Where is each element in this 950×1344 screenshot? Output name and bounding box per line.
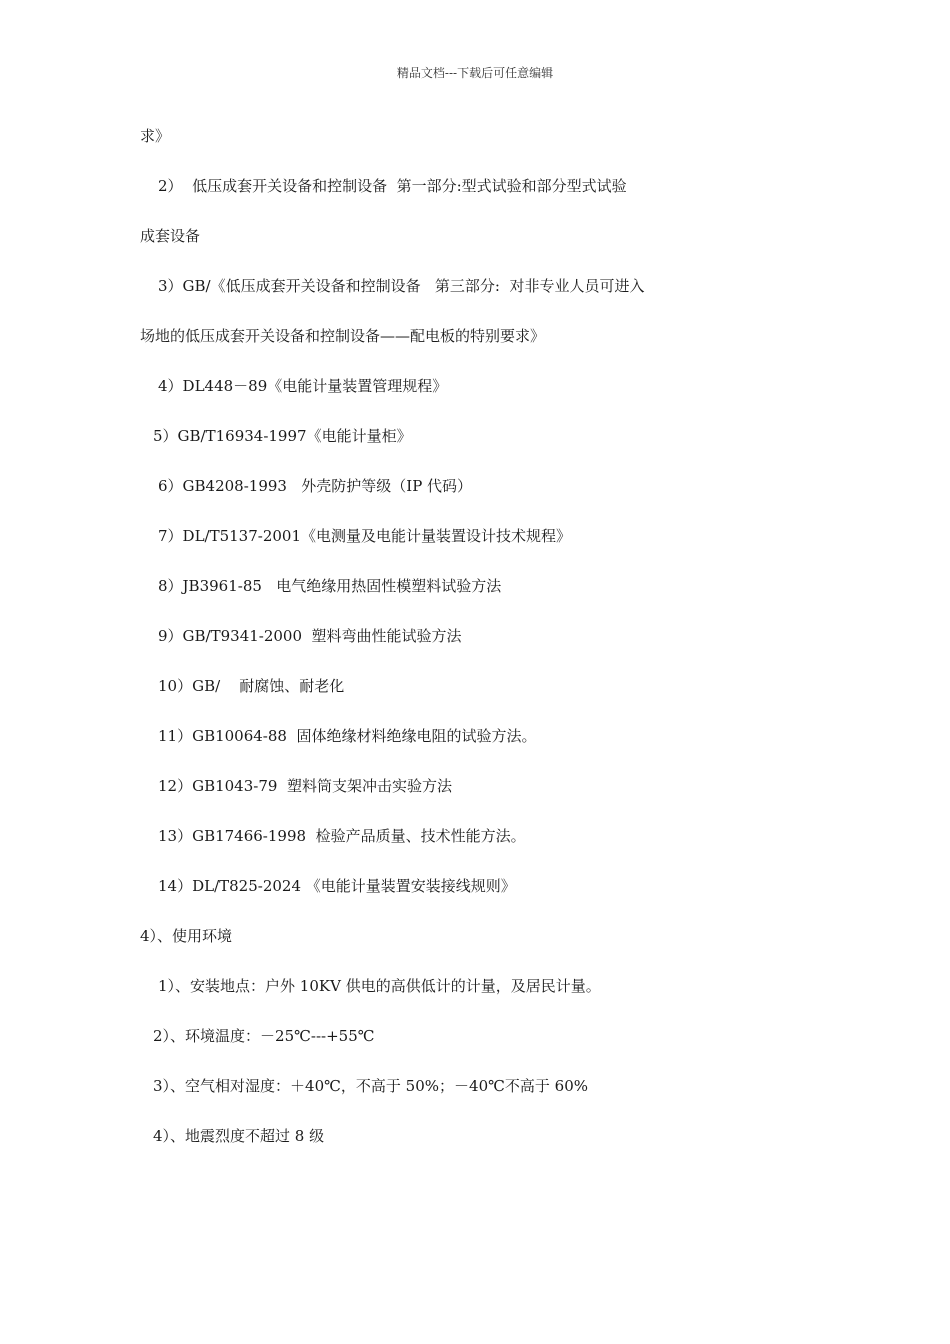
text-line: 2）、环境温度：－25℃---+55℃ bbox=[153, 1027, 375, 1045]
text-line: 7）DL/T5137-2001《电测量及电能计量装置设计技术规程》 bbox=[158, 527, 572, 545]
text-line: 9）GB/T9341-2000 塑料弯曲性能试验方法 bbox=[158, 627, 462, 645]
text-line: 场地的低压成套开关设备和控制设备——配电板的特别要求》 bbox=[140, 327, 546, 345]
text-line: 13）GB17466-1998 检验产品质量、技术性能方法。 bbox=[158, 827, 526, 845]
text-line: 5）GB/T16934-1997《电能计量柜》 bbox=[153, 427, 412, 445]
text-line: 4）、地震烈度不超过 8 级 bbox=[153, 1127, 325, 1145]
text-line: 11）GB10064-88 固体绝缘材料绝缘电阻的试验方法。 bbox=[158, 727, 537, 745]
text-line: 12）GB1043-79 塑料筒支架冲击实验方法 bbox=[158, 777, 452, 795]
text-line: 6）GB4208-1993 外壳防护等级（IP 代码） bbox=[158, 477, 473, 495]
text-line: 10）GB/ 耐腐蚀、耐老化 bbox=[158, 677, 345, 695]
text-line: 求》 bbox=[140, 127, 171, 145]
text-line: 3）GB/《低压成套开关设备和控制设备 第三部分: 对非专业人员可进入 bbox=[158, 277, 645, 295]
text-line: 4）DL448－89《电能计量装置管理规程》 bbox=[158, 377, 448, 395]
text-line: 3）、空气相对湿度：＋40℃，不高于 50%；－40℃不高于 60% bbox=[153, 1077, 588, 1095]
text-line: 8）JB3961-85 电气绝缘用热固性模塑料试验方法 bbox=[158, 577, 502, 595]
text-line: 2） 低压成套开关设备和控制设备 第一部分:型式试验和部分型式试验 bbox=[158, 177, 627, 195]
section-heading: 4）、使用环境 bbox=[140, 927, 233, 945]
text-line: 1）、安装地点：户外 10KV 供电的高供低计的计量，及居民计量。 bbox=[158, 977, 601, 995]
text-line: 成套设备 bbox=[140, 227, 201, 245]
page-header: 精品文档---下载后可任意编辑 bbox=[396, 66, 554, 80]
text-line: 14）DL/T825-2024 《电能计量装置安装接线规则》 bbox=[158, 877, 516, 895]
